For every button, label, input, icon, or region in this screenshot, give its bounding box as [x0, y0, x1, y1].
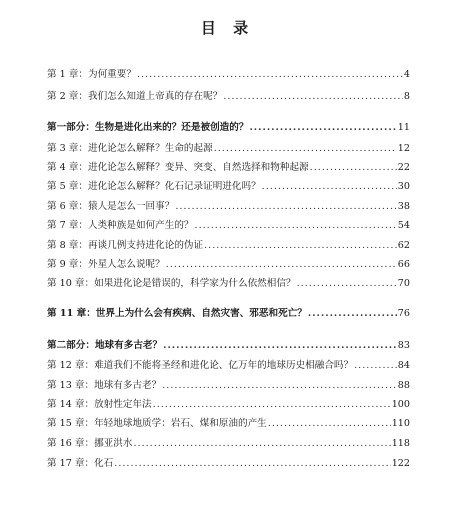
leader-dots — [223, 91, 403, 103]
toc-entry-label: 第 1 章：为何重要？ — [47, 69, 136, 80]
toc-entry — [47, 143, 410, 155]
toc-entry — [47, 162, 410, 174]
leader-dots — [166, 259, 397, 271]
toc-part-heading — [47, 122, 410, 134]
toc-entry-label: 第 8 章：再谈几例支持进化论的伪证 — [47, 240, 204, 251]
toc-entry-page: 76 — [397, 308, 410, 319]
toc-entry-label: 第 16 章：挪亚洪水 — [47, 438, 133, 449]
toc-entry-page: 54 — [397, 220, 410, 231]
toc-entry-label: 第 15 章：年轻地球地质学：岩石、煤和原油的产生 — [47, 418, 267, 429]
leader-dots — [204, 240, 397, 252]
leader-dots — [114, 458, 390, 470]
toc-entry-page: 83 — [397, 340, 410, 351]
toc-entry-label: 第 13 章：地球有多古老？ — [47, 380, 162, 391]
toc-entry-page: 110 — [391, 418, 410, 429]
leader-dots — [308, 308, 397, 320]
toc-entry-label: 第 5 章：进化论怎么解释？化石记录证明进化吗？ — [47, 181, 261, 192]
toc-entry-page: 88 — [397, 380, 410, 391]
toc-entry-label: 第一部分：生物是进化出来的？还是被创造的？ — [47, 122, 249, 133]
toc-entry — [47, 438, 410, 450]
toc-entry-label: 第 17 章：化石 — [47, 458, 114, 469]
toc-entry-page: 62 — [397, 240, 410, 251]
toc-entry-page: 70 — [397, 278, 410, 289]
toc-entry-page: 30 — [397, 181, 410, 192]
page-title: 目 录 — [200, 19, 255, 37]
toc-entry — [47, 380, 410, 392]
toc-entry — [47, 458, 410, 470]
leader-dots — [249, 122, 396, 134]
leader-dots — [162, 380, 397, 392]
toc-entry-page: 100 — [391, 399, 410, 410]
toc-entry — [47, 201, 410, 213]
toc-entry — [47, 220, 410, 232]
toc-entry-page: 22 — [397, 162, 410, 173]
toc-entry-label: 第 12 章：难道我们不能将圣经和进化论、亿万年的地球历史相融合吗？ — [47, 360, 354, 371]
toc-entry — [47, 259, 410, 271]
toc-entry — [47, 278, 410, 290]
toc-entry-page: 8 — [403, 91, 410, 102]
toc-entry-page: 84 — [397, 360, 410, 371]
leader-dots — [195, 220, 397, 232]
toc-entry-page: 122 — [391, 458, 410, 469]
leader-dots — [297, 278, 397, 290]
toc-entry-page: 38 — [397, 201, 410, 212]
leader-dots — [214, 143, 397, 155]
leader-dots — [175, 201, 396, 213]
toc-entry-label: 第 6 章：猿人是怎么一回事？ — [47, 201, 175, 212]
leader-dots — [354, 360, 397, 372]
toc-part-heading — [47, 340, 410, 352]
toc-entry — [47, 91, 410, 103]
toc-entry-page: 4 — [403, 69, 410, 80]
leader-dots — [262, 181, 397, 193]
toc-entry — [47, 418, 410, 430]
toc-chapter-heading — [47, 308, 410, 320]
toc-entry-page: 11 — [397, 122, 410, 133]
toc-entry-page: 12 — [397, 143, 410, 154]
leader-dots — [163, 340, 397, 352]
toc-entry-label: 第 9 章：外星人怎么说呢？ — [47, 259, 165, 270]
toc-entry-label: 第 4 章：进化论怎么解释？变异、突变、自然选择和物种起源 — [47, 162, 309, 173]
toc-entry — [47, 399, 410, 411]
toc-entry-label: 第 11 章：世界上为什么会有疾病、自然灾害、邪恶和死亡？ — [47, 308, 307, 319]
toc-entry-label: 第二部分：地球有多古老？ — [47, 340, 163, 351]
toc-entry-label: 第 2 章：我们怎么知道上帝真的存在呢？ — [47, 91, 223, 102]
toc-entry — [47, 69, 410, 81]
toc-entry-label: 第 14 章：放射性定年法 — [47, 399, 152, 410]
toc-entry-page: 118 — [391, 438, 410, 449]
toc-entry-page: 66 — [397, 259, 410, 270]
leader-dots — [268, 418, 391, 430]
toc-entry-label: 第 3 章：进化论怎么解释？生命的起源 — [47, 143, 213, 154]
leader-dots — [310, 162, 397, 174]
toc-entry-label: 第 7 章：人类种族是如何产生的？ — [47, 220, 194, 231]
leader-dots — [153, 399, 391, 411]
leader-dots — [137, 69, 403, 81]
leader-dots — [133, 438, 390, 450]
toc-entry — [47, 360, 410, 372]
toc-entry-label: 第 10 章：如果进化论是错误的，科学家为什么依然相信？ — [47, 278, 296, 289]
toc-entry — [47, 181, 410, 193]
toc-entry — [47, 240, 410, 252]
